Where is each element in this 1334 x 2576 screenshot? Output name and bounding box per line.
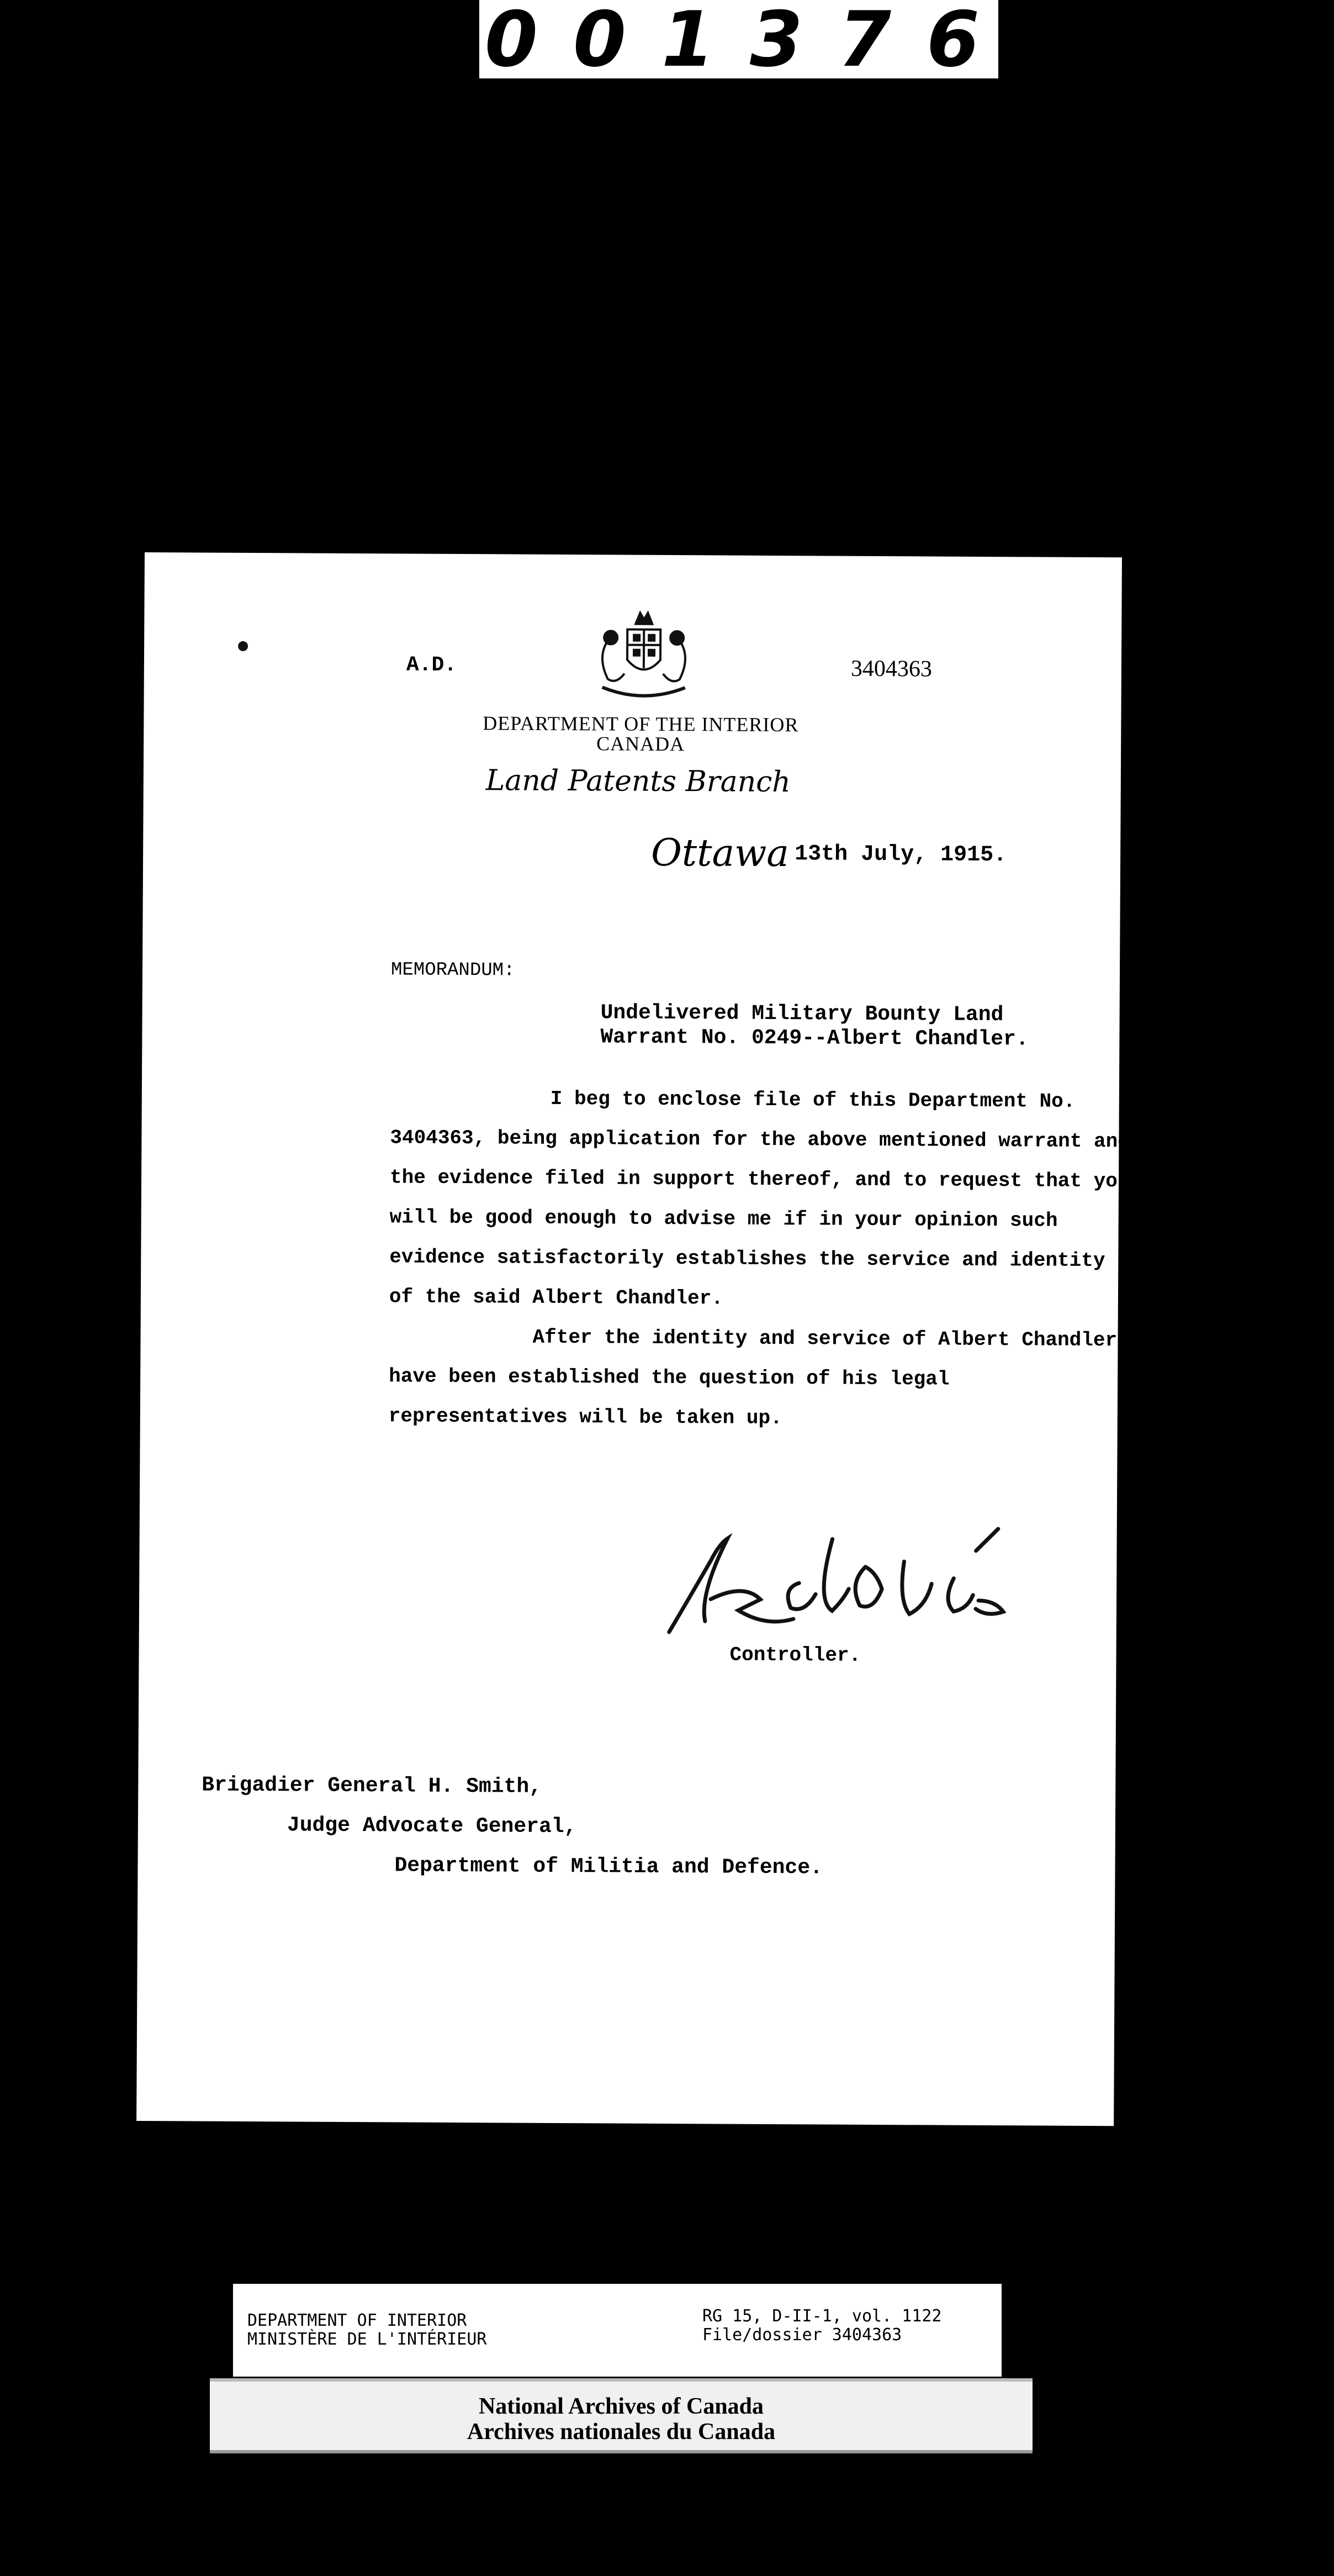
memo-subject <box>600 1001 1029 1052</box>
archive-reference <box>702 2307 941 2345</box>
signatory-title: Controller. <box>729 1643 861 1667</box>
subject-line-1: Undelivered Military Bounty Land <box>600 1001 1004 1027</box>
archive-record-group: RG 15, D-II-1, vol. 1122 <box>702 2306 942 2326</box>
addressee-line-1: Brigadier General H. Smith, <box>202 1773 542 1799</box>
handwritten-signature <box>666 1516 1009 1650</box>
archive-file-number: File/dossier 3404363 <box>702 2325 902 2345</box>
file-number: 3404363 <box>850 656 933 682</box>
archives-banner <box>210 2378 1033 2453</box>
body-paragraph-2: After the identity and service of Albert Chandler have been established the question of his legal representatives will be taken up. <box>388 1326 1118 1430</box>
memo-date: 13th July, 1915. <box>795 842 1007 868</box>
archive-dept <box>247 2311 486 2349</box>
archive-reference-label <box>233 2284 1002 2377</box>
memorandum-page <box>136 552 1130 2126</box>
archive-dept-en: DEPARTMENT OF INTERIOR <box>247 2311 467 2330</box>
department-heading <box>420 713 861 755</box>
coat-of-arms-icon <box>586 607 702 707</box>
addressee-line-3: Department of Militia and Defence. <box>394 1854 823 1880</box>
memo-label: MEMORANDUM: <box>390 959 515 981</box>
branch-name: Land Patents Branch <box>485 764 791 799</box>
place-name: Ottawa <box>650 831 790 876</box>
archives-name-fr: Archives nationales du Canada <box>467 2419 776 2445</box>
reference-code: A.D. <box>406 653 457 677</box>
country-name: CANADA <box>596 732 685 756</box>
archive-dept-fr: MINISTÈRE DE L'INTÉRIEUR <box>247 2330 487 2349</box>
ink-spot <box>238 641 248 651</box>
archives-name-en: National Archives of Canada <box>478 2394 764 2419</box>
frame-number: 001376 <box>479 0 998 78</box>
department-name: DEPARTMENT OF THE INTERIOR <box>483 712 799 736</box>
body-paragraph-1: I beg to enclose file of this Department No. 3404363, being application for the above mentioned warrant and the evidence filed in support thereof, and to request that you will be good enough to advise me if in your opinion such evidence satisfactorily establishes the service and identity of the said Albert Chandler. <box>389 1087 1130 1310</box>
subject-line-2: Warrant No. 0249--Albert Chandler. <box>600 1025 1029 1052</box>
memo-body <box>389 1078 1141 1440</box>
addressee-line-2: Judge Advocate General, <box>287 1813 577 1839</box>
